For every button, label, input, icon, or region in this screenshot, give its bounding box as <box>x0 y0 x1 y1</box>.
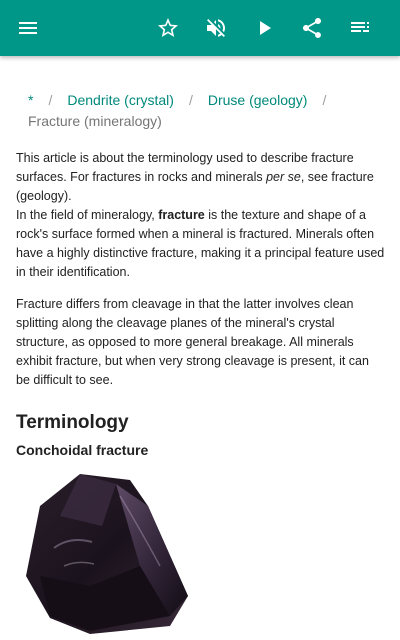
toc-button[interactable] <box>336 0 384 56</box>
article-content <box>0 56 400 640</box>
paragraph-bold-term: fracture <box>158 208 205 222</box>
share-icon <box>300 16 324 40</box>
hatnote-text-end: , see fracture (geology). <box>16 170 374 203</box>
cleavage-paragraph: Fracture differs from cleavage in that the latter involves clean splitting along the cleavage planes of the mineral's crystal structure, as opposed to more general breakage. All minerals exhibit fracture, but when very strong cleavage is present, it can be difficult to see. <box>16 297 369 387</box>
paragraph-text: In the field of mineralogy, <box>16 208 159 222</box>
hatnote-italic: per se <box>266 170 301 184</box>
subsection-heading: Conchoidal fracture <box>16 442 149 458</box>
obsidian-rock-illustration <box>20 466 200 636</box>
article-body <box>16 149 386 390</box>
list-icon <box>348 16 372 40</box>
menu-button[interactable] <box>4 0 52 56</box>
hatnote-text: This article is about the terminology used to describe fracture surfaces. For fractures in rocks and minerals <box>16 151 354 184</box>
play-button[interactable] <box>240 0 288 56</box>
breadcrumb <box>28 90 378 132</box>
play-icon <box>252 16 276 40</box>
menu-icon <box>16 16 40 40</box>
breadcrumb-item-druse[interactable]: Druse (geology) <box>207 92 308 108</box>
breadcrumb-item-home[interactable]: * <box>28 92 34 108</box>
intro-paragraph <box>16 206 386 282</box>
star-outline-icon <box>156 16 180 40</box>
mute-button[interactable] <box>192 0 240 56</box>
breadcrumb-separator: / <box>48 92 53 108</box>
obsidian-image[interactable] <box>20 466 200 636</box>
share-button[interactable] <box>288 0 336 56</box>
hatnote <box>16 149 386 206</box>
breadcrumb-current: Fracture (mineralogy) <box>28 113 162 129</box>
favorite-button[interactable] <box>144 0 192 56</box>
breadcrumb-separator: / <box>188 92 193 108</box>
breadcrumb-item-dendrite[interactable]: Dendrite (crystal) <box>67 92 174 108</box>
paragraph-text-end: is the texture and shape of a rock's surface formed when a mineral is fractured. Minerals often have a highly distinctive fracture, making it a principal feature used in their identification. <box>16 208 385 279</box>
section-heading: Terminology <box>16 412 129 433</box>
volume-off-icon <box>204 16 228 40</box>
breadcrumb-separator: / <box>322 92 327 108</box>
app-bar <box>0 0 400 56</box>
